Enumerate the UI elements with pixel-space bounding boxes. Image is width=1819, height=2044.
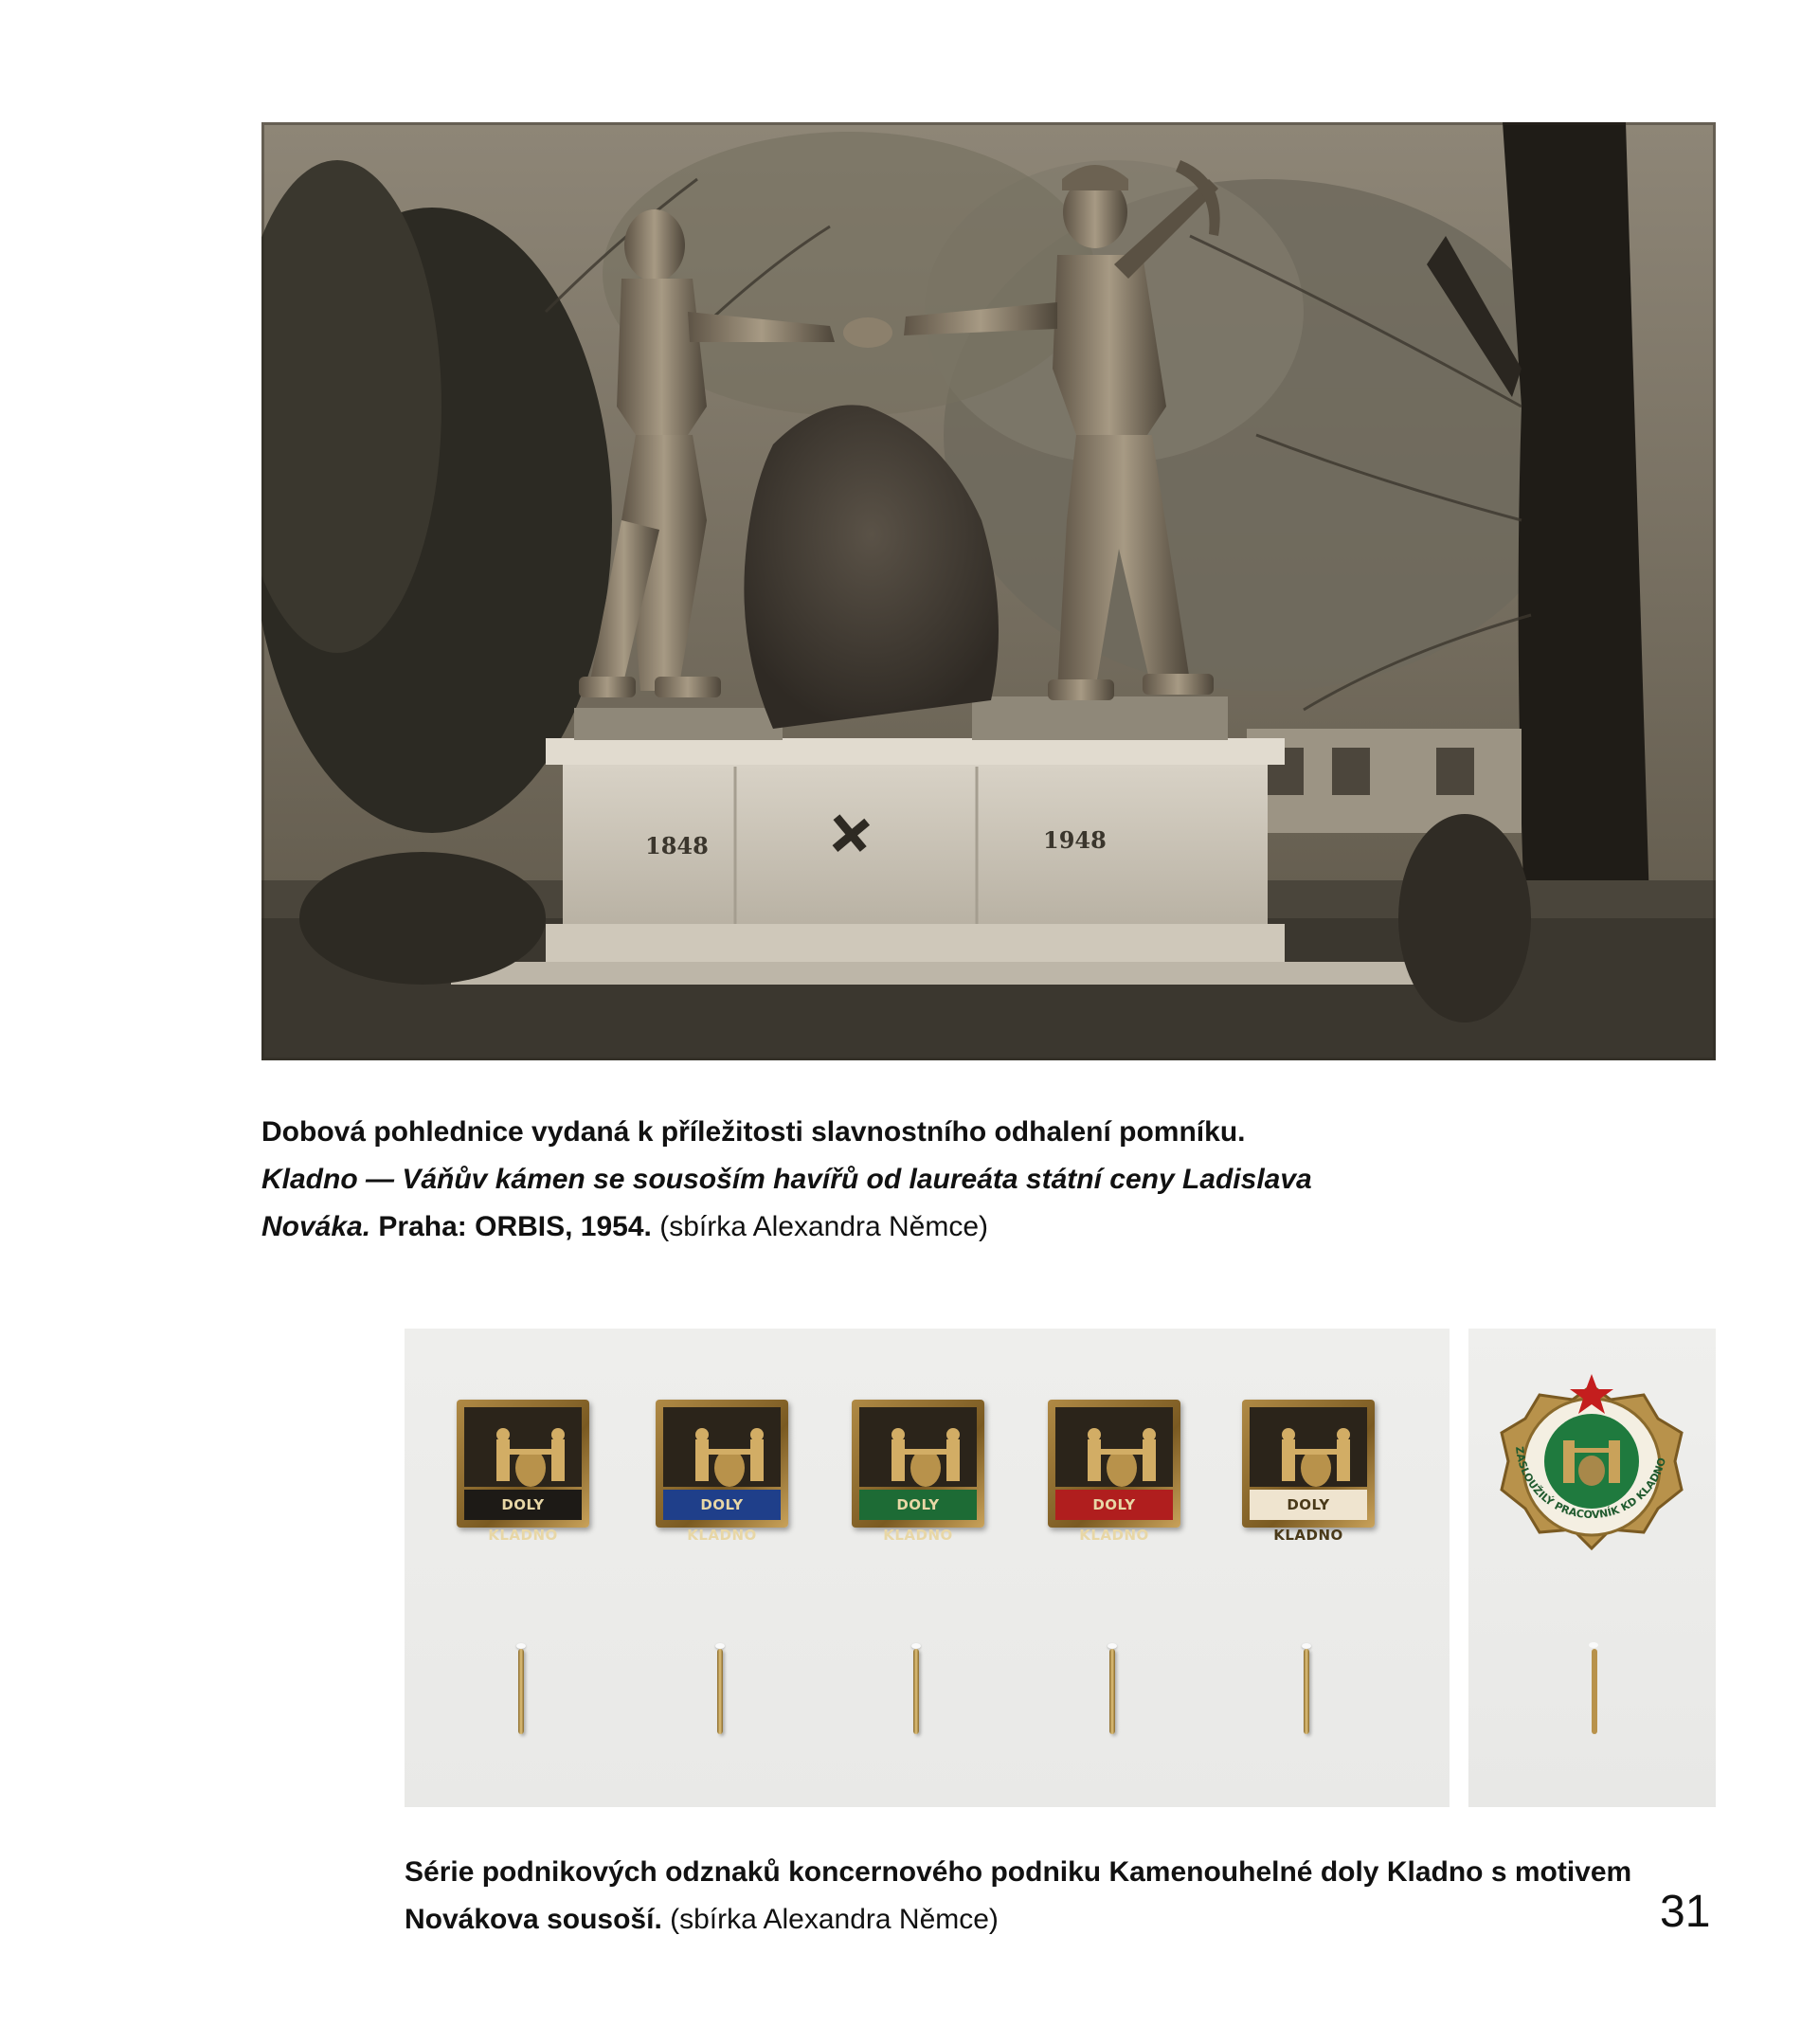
miners-relief-icon bbox=[489, 1426, 572, 1489]
badge-pin bbox=[518, 1649, 524, 1734]
badge-figure-panel bbox=[464, 1407, 582, 1487]
pedestal-year-right: 1948 bbox=[1043, 826, 1107, 854]
caption2-source: (sbírka Alexandra Němce) bbox=[670, 1904, 999, 1935]
pedestal-year-left: 1848 bbox=[645, 832, 709, 859]
merit-badge-illustration bbox=[1468, 1329, 1716, 1807]
caption1-source: (sbírka Alexandra Němce) bbox=[659, 1211, 989, 1242]
miners-relief-icon bbox=[688, 1426, 771, 1489]
badge-label: DOLY KLADNO bbox=[663, 1490, 781, 1520]
miners-relief-icon bbox=[1080, 1426, 1163, 1489]
merit-badge-text: ZASLOUŽILÝ PRACOVNÍK KD KLADNO bbox=[1513, 1445, 1669, 1522]
postcard-caption bbox=[261, 1109, 1398, 1251]
miners-relief-icon bbox=[1274, 1426, 1358, 1489]
merit-badge-photo bbox=[1468, 1329, 1716, 1807]
badge-label: DOLY KLADNO bbox=[1055, 1490, 1173, 1520]
badge-pin bbox=[913, 1649, 919, 1734]
badges-caption bbox=[405, 1849, 1636, 1944]
badge-figure-panel bbox=[859, 1407, 977, 1487]
badge-label: DOLY KLADNO bbox=[859, 1490, 977, 1520]
badge-label: DOLY KLADNO bbox=[464, 1490, 582, 1520]
badge-green bbox=[852, 1400, 984, 1544]
page-number: 31 bbox=[1660, 1887, 1711, 1937]
badge-figure-panel bbox=[1250, 1407, 1367, 1487]
badge-label: DOLY KLADNO bbox=[1250, 1490, 1367, 1520]
badge-figure-panel bbox=[663, 1407, 781, 1487]
badge-series-photo bbox=[405, 1329, 1450, 1807]
caption1-title: Kladno — Váňův kámen se sousoším havířů od laureáta státní ceny Ladislava Nováka. bbox=[261, 1164, 1312, 1242]
caption2-text: Série podnikových odznaků koncernového podniku Kamenouhelné doly Kladno s motivem Novákova sousoší. bbox=[405, 1856, 1632, 1935]
badge-pin bbox=[1304, 1649, 1309, 1734]
statue-photo-illustration bbox=[261, 122, 1716, 1060]
badge-black bbox=[457, 1400, 589, 1544]
postcard-photo bbox=[261, 122, 1716, 1060]
badge-cream bbox=[1242, 1400, 1375, 1544]
badge-red bbox=[1048, 1400, 1180, 1544]
miners-relief-icon bbox=[884, 1426, 967, 1489]
caption1-publisher: Praha: ORBIS, 1954. bbox=[378, 1211, 652, 1242]
caption1-line1: Dobová pohlednice vydaná k příležitosti slavnostního odhalení pomníku. bbox=[261, 1116, 1246, 1148]
badge-blue bbox=[656, 1400, 788, 1544]
badge-figure-panel bbox=[1055, 1407, 1173, 1487]
badge-pin bbox=[717, 1649, 723, 1734]
badge-pin bbox=[1109, 1649, 1115, 1734]
